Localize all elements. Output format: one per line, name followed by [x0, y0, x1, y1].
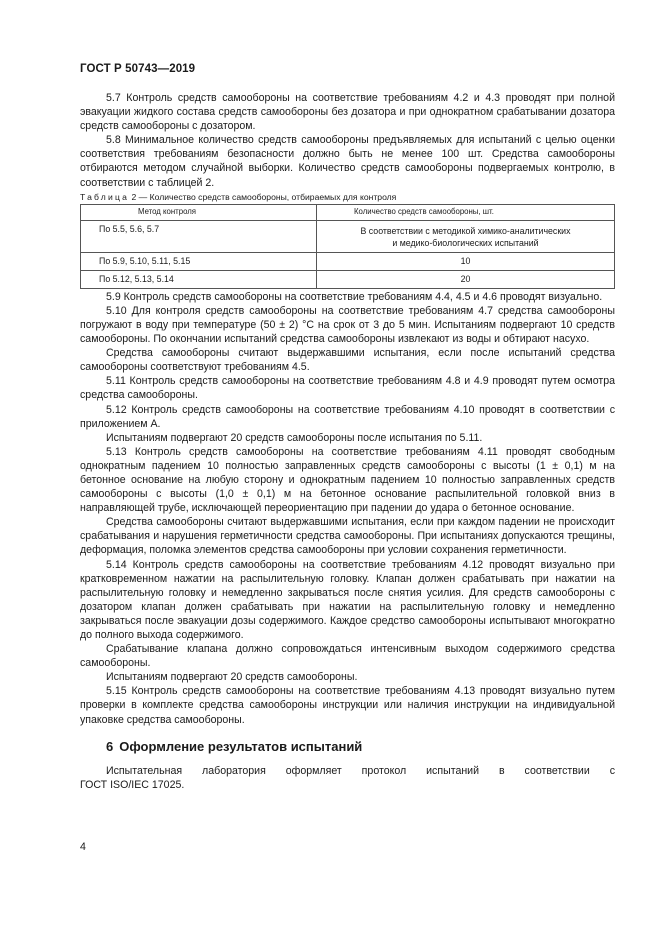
paragraph-5-13: 5.13 Контроль средств самообороны на соответствие требованиям 4.11 проводят свободным однократным падением 10 полностью заправленных средств самообороны с высоты (1 ± 0,1) м на бетонное основание на любую сторону и однократным падением 10 полностью заправленных средств самообороны с высоты (1,0 ± 0,1) м на бетонное основание распылительной головкой вниз в направляющей трубе, исключающей переориентацию при падении до удара о бетонное основание.: [80, 445, 615, 515]
document-standard-number: ГОСТ Р 50743—2019: [80, 63, 196, 75]
table-caption: [80, 190, 615, 204]
table-cell-method: По 5.12, 5.13, 5.14: [81, 270, 317, 288]
paragraph-5-8: 5.8 Минимальное количество средств самообороны предъявляемых для испытаний с целью оценки соответствия требованиям безопасности должно быть не менее 100 шт. Средства самообороны отбираются методом случайной выборки. Количество средств самообороны подвергаемых контролю, в соответствии с таблицей 2.: [80, 134, 615, 189]
paragraph-5-7: 5.7 Контроль средств самообороны на соответствие требованиям 4.2 и 4.3 проводят при полной эвакуации жидкого состава средств самообороны без дозатора и при однократном срабатывании дозатора средств самообороны с дозатором.: [80, 92, 615, 133]
table-row: [81, 220, 615, 252]
section-6-heading: [80, 740, 615, 754]
paragraph-5-15: 5.15 Контроль средств самообороны на соответствие требованиям 4.13 проводят визуально путем проверки в комплекте средства самообороны инструкции или наличия инструкции на индивидуальной упаковке средства самообороны.: [80, 685, 615, 726]
paragraph-5-11: 5.11 Контроль средств самообороны на соответствие требованиям 4.8 и 4.9 проводят путем осмотра средства самообороны.: [80, 375, 615, 402]
table-cell-method: По 5.9, 5.10, 5.11, 5.15: [81, 252, 317, 270]
paragraph-5-12-note: Испытаниям подвергают 20 средств самообороны после испытания по 5.11.: [106, 431, 483, 444]
table-caption-text: 2 — Количество средств самообороны, отбираемых для контроля: [129, 191, 397, 202]
table-row: [81, 252, 615, 270]
paragraph-5-9: 5.9 Контроль средств самообороны на соответствие требованиям 4.4, 4.5 и 4.6 проводят визуально.: [106, 290, 603, 303]
table-caption-label: Таблица: [80, 191, 130, 202]
table-header-method: Метод контроля: [81, 204, 317, 220]
table-cell-quantity: 10: [317, 252, 615, 270]
document-body: [80, 91, 615, 792]
table-cell-quantity: 20: [317, 270, 615, 288]
table-header-quantity: Количество средств самообороны, шт.: [317, 204, 615, 220]
section-title: Оформление результатов испытаний: [119, 738, 363, 754]
paragraph-5-12: 5.12 Контроль средств самообороны на соответствие требованиям 4.10 проводят в соответствии с приложением А.: [80, 403, 615, 430]
table-header-row: [81, 204, 615, 220]
paragraph-5-14: 5.14 Контроль средств самообороны на соответствие требованиям 4.12 проводят визуально при кратковременном нажатии на распылительную головку. Клапан должен срабатывать при нажатии на распылительную головку и немедленно закрываться после снятия усилия. Для средств самообороны с дозатором клапан должен срабатывать при нажатии на распылительную головку и немедленно закрываться после эвакуации дозы содержимого. Каждое средство самообороны испытывают многократно до полного выхода содержимого.: [80, 558, 615, 641]
paragraph-5-13-criteria: Средства самообороны считают выдержавшими испытания, если при каждом падении не происходит срабатывания и нарушения герметичности средства самообороны. При испытаниях допускаются трещины, деформация, поломка элементов средства самообороны при условии сохранения герметичности.: [80, 516, 615, 557]
section-number: 6: [106, 738, 114, 754]
table-cell-method: По 5.5, 5.6, 5.7: [81, 220, 317, 252]
paragraph-5-14-note: Испытаниям подвергают 20 средств самообороны.: [106, 671, 358, 684]
control-quantity-table: [80, 204, 615, 289]
table-cell-quantity-line: В соответствии с методикой химико-аналитических: [360, 225, 571, 236]
table-row: [81, 270, 615, 288]
paragraph-5-10: 5.10 Для контроля средств самообороны на соответствие требованиям 4.7 средства самообороны погружают в воду при температуре (50 ± 2) °С на срок от 3 до 5 мин. Испытаниям подвергают 10 средств самообороны. По окончании испытаний средства самообороны извлекают из воды и обтирают насухо.: [80, 304, 615, 346]
page-number: 4: [80, 841, 86, 853]
paragraph-5-10-criteria: Средства самообороны считают выдержавшими испытания, если после испытаний средства самообороны соответствуют требованиям 4.5.: [80, 347, 615, 374]
table-cell-quantity: [317, 220, 615, 252]
section-6-text-reference: ГОСТ ISO/IEC 17025.: [80, 778, 185, 791]
section-6-text: Испытательная лаборатория оформляет протокол испытаний в соответствии с: [106, 764, 615, 777]
table-cell-quantity-line: и медико-биологических испытаний: [392, 237, 539, 248]
paragraph-5-14-valve: Срабатывание клапана должно сопровождаться интенсивным выходом содержимого средства самообороны.: [80, 643, 615, 670]
